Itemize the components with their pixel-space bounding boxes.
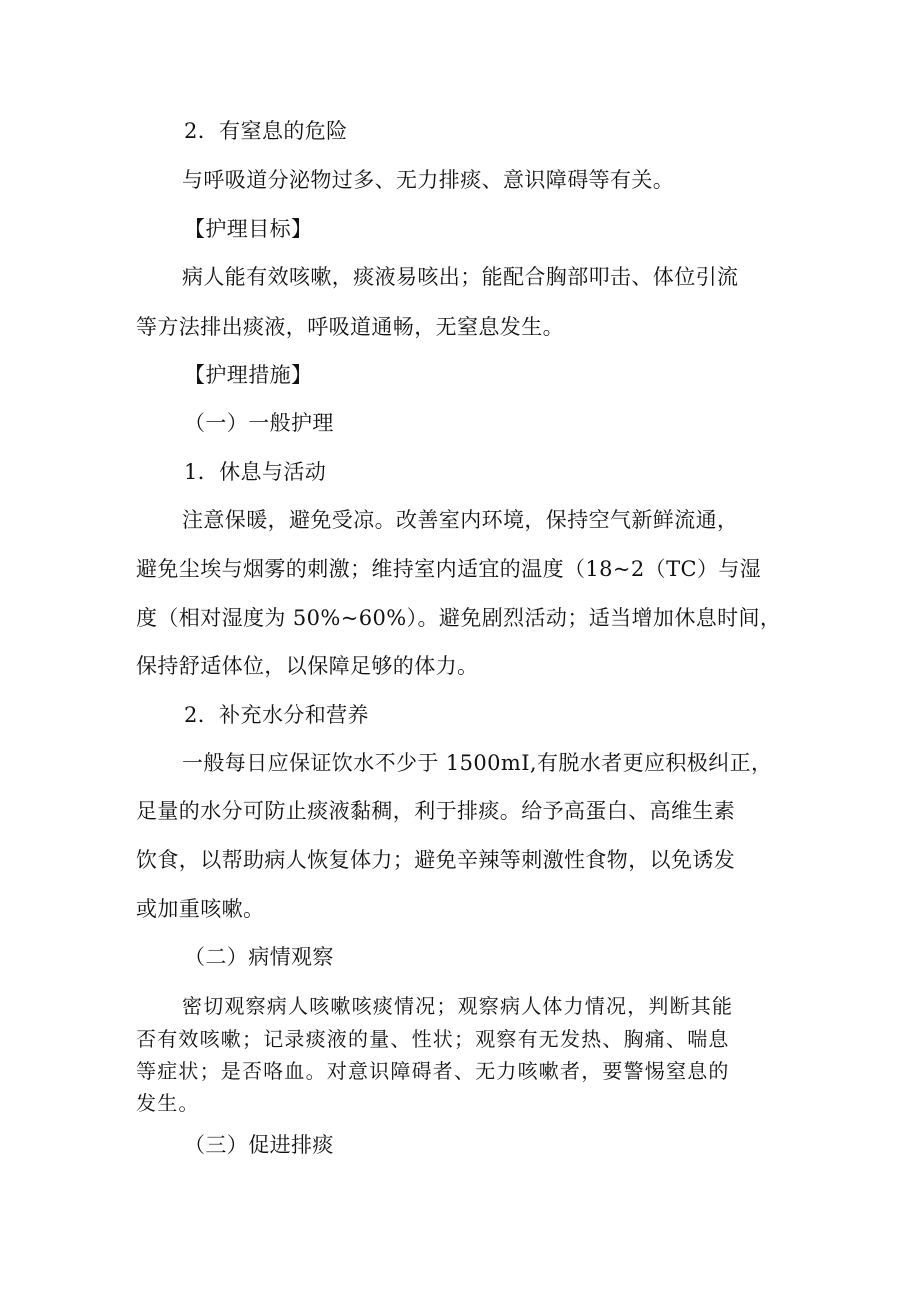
rest-text-line-1: 注意保暖，避免受凉。改善室内环境，保持空气新鲜流通， <box>182 508 739 532</box>
observe-text-line-4: 发生。 <box>136 1091 200 1115</box>
paragraph-risk-related: 与呼吸道分泌物过多、无力排痰、意识障碍等有关。 <box>182 168 675 192</box>
rest-text-line-4: 保持舒适体位，以保障足够的体力。 <box>136 654 479 678</box>
water-text-line-3: 饮食，以帮助病人恢复体力；避免辛辣等刺激性食物，以免诱发 <box>136 848 736 872</box>
section-promote-expectoration-title: （三）促进排痰 <box>184 1133 334 1157</box>
goal-text-line-1: 病人能有效咳嗽，痰液易咳出；能配合胸部叩击、体位引流 <box>182 265 739 289</box>
goal-title: 【护理目标】 <box>184 217 313 241</box>
observe-text-line-1: 密切观察病人咳嗽咳痰情况；观察病人体力情况，判断其能 <box>182 994 734 1018</box>
rest-activity-title: 1．休息与活动 <box>184 460 327 484</box>
section-condition-observation-title: （二）病情观察 <box>184 945 334 969</box>
heading-choking-risk: 2．有窒息的危险 <box>184 119 348 143</box>
water-text-line-4: 或加重咳嗽。 <box>136 897 265 921</box>
observe-text-line-2: 否有效咳嗽；记录痰液的量、性状；观察有无发热、胸痛、喘息 <box>136 1027 730 1051</box>
observe-text-line-3: 等症状；是否咯血。对意识障碍者、无力咳嗽者，要警惕窒息的 <box>136 1059 730 1083</box>
goal-text-line-2: 等方法排出痰液，呼吸道通畅，无窒息发生。 <box>136 315 564 339</box>
measures-title: 【护理措施】 <box>184 363 313 387</box>
water-nutrition-title: 2．补充水分和营养 <box>184 703 369 727</box>
rest-text-line-2: 避免尘埃与烟雾的刺激；维持室内适宜的温度（18~2（TC）与湿 <box>136 557 762 581</box>
water-text-line-2: 足量的水分可防止痰液黏稠，利于排痰。给予高蛋白、高维生素 <box>136 799 736 823</box>
water-text-line-1: 一般每日应保证饮水不少于 1500mI,有脱水者更应积极纠正， <box>182 751 773 775</box>
section-general-care-title: （一）一般护理 <box>184 411 334 435</box>
rest-text-line-3: 度（相对湿度为 50%~60%）。避免剧烈活动；适当增加休息时间， <box>136 606 782 630</box>
